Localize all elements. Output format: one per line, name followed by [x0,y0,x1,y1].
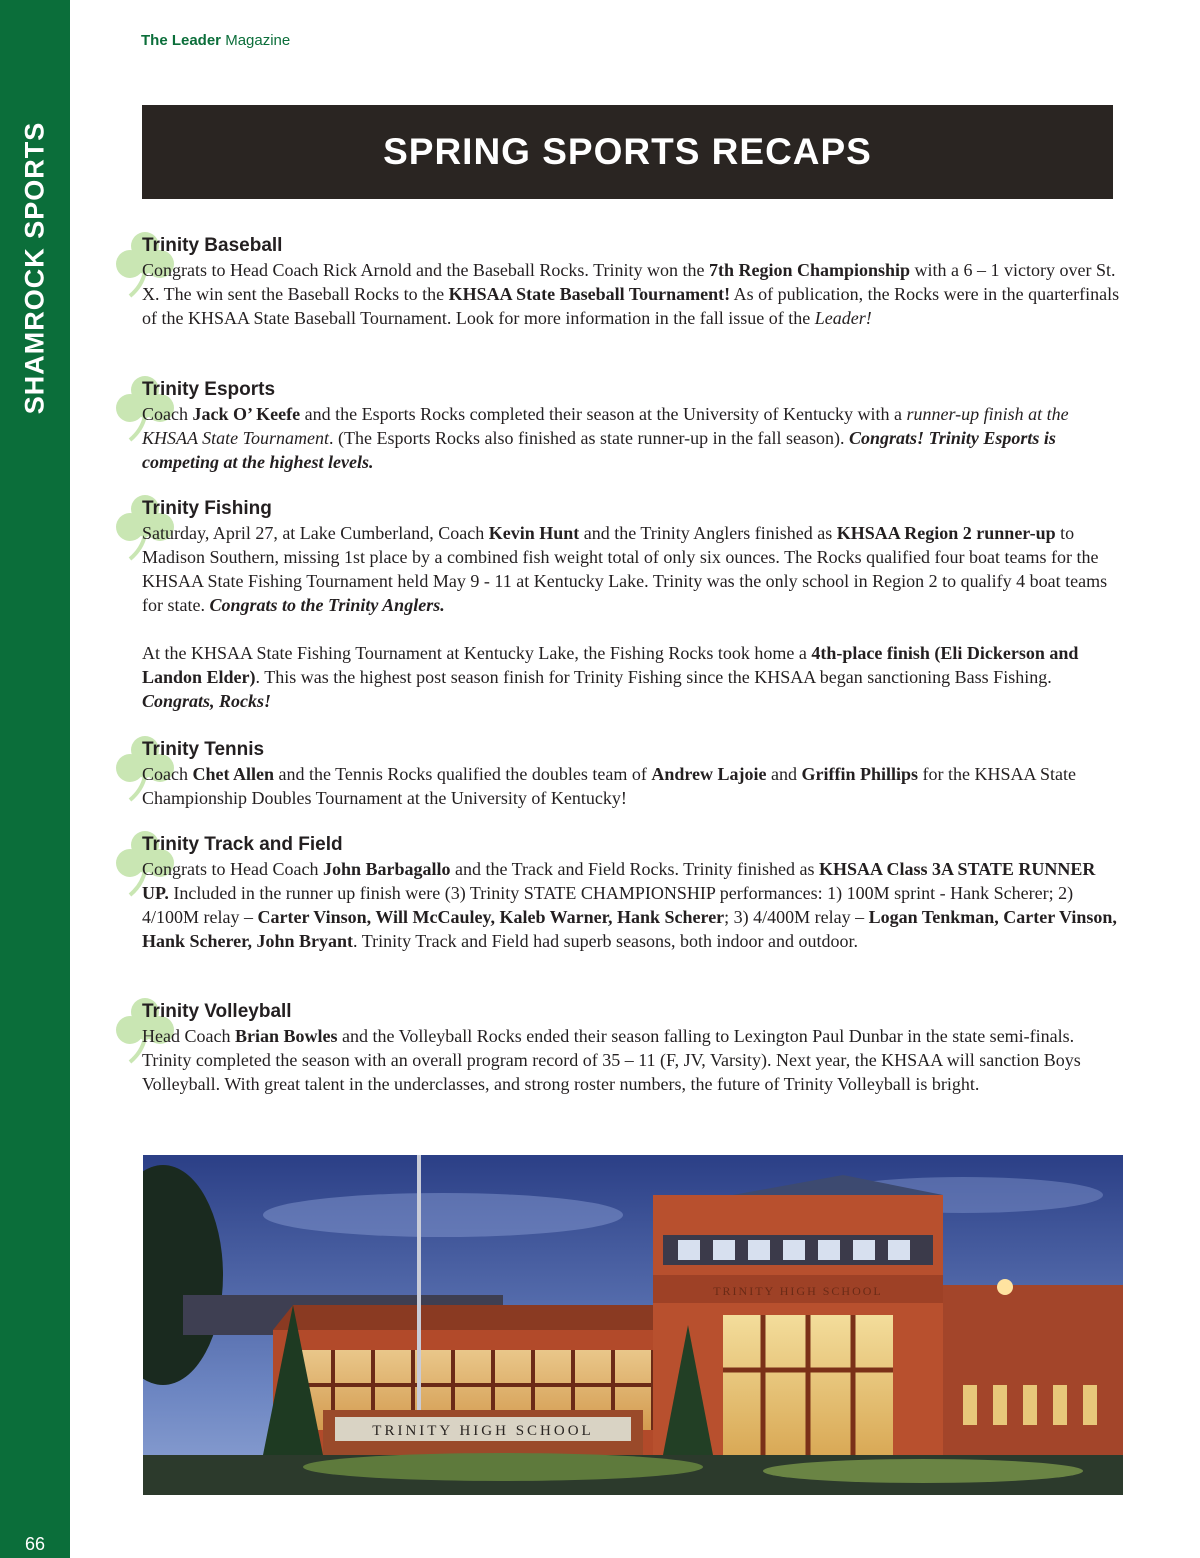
text-run: Kevin Hunt [488,523,580,543]
text-run: Jack O’ Keefe [192,404,301,424]
section-tennis [142,738,1120,810]
text-run: Griffin Phillips [801,764,919,784]
section-baseball [142,234,1120,330]
text-run: John Barbagallo [322,859,451,879]
title-bar [142,105,1113,199]
section-body [142,402,1120,474]
section-label: SHAMROCK SPORTS [19,121,50,415]
section-track-and-field [142,833,1120,953]
text-run: runner-up finish at the KHSAA State Tournament [142,404,1069,448]
sidebar-band [0,0,70,1558]
text-run: Carter Vinson, Will McCauley, Kaleb Warner, Hank Scherer [257,907,725,927]
section-body [142,521,1120,617]
text-run: and the Volleyball Rocks ended their season falling to Lexington Paul Dunbar in the state semi-finals. Trinity completed the season with an overall program record of 35 – 11 (F, JV, Varsity). Next year, the KHSAA will sanction Boys Volleyball. With great talent in the underclasses, and strong roster numbers, the future of Trinity Volleyball is bright. [142,1026,1081,1094]
text-run: and the Track and Field Rocks. Trinity finished as [450,859,819,879]
section-body-2 [142,641,1120,713]
text-run: Leader! [814,308,872,328]
text-run: Coach [142,404,193,424]
text-run: for the KHSAA State Championship Doubles Tournament at the University of Kentucky! [142,764,1077,808]
section-body [142,1024,1120,1096]
masthead [141,32,290,49]
text-run: Logan Tenkman, Carter Vinson, Hank Scherer, John Bryant [142,907,1117,951]
section-esports [142,378,1120,474]
text-run: Brian Bowles [234,1026,338,1046]
text-run: Congrats, Rocks! [142,691,272,711]
text-run: Andrew Lajoie [651,764,767,784]
text-run: Coach [142,764,193,784]
section-heading: Trinity Tennis [142,739,265,760]
page-number: 66 [24,1534,46,1554]
section-heading: Trinity Track and Field [142,834,343,855]
text-run: ; 3) 4/400M relay – [724,907,869,927]
text-run: and the Trinity Anglers finished as [579,523,837,543]
text-run: Congrats! Trinity Esports is competing at the highest levels. [142,428,1056,472]
text-run: . This was the highest post season finish for Trinity Fishing since the KHSAA began sanctioning Bass Fishing. [255,667,1052,687]
section-body [142,258,1120,330]
section-body [142,857,1120,953]
section-heading: Trinity Baseball [142,235,283,256]
text-run: with a 6 – 1 victory over St. X. The win sent the Baseball Rocks to the [142,260,1116,304]
text-run: Congrats to the Trinity Anglers. [209,595,445,615]
text-run: and [766,764,802,784]
building-text: TRINITY HIGH SCHOOL [713,1284,883,1298]
text-run: Saturday, April 27, at Lake Cumberland, Coach [142,523,489,543]
masthead-suffix: Magazine [225,32,291,49]
text-run: and the Esports Rocks completed their season at the University of Kentucky with a [300,404,907,424]
text-run: Congrats to Head Coach Rick Arnold and the Baseball Rocks. Trinity won the [142,260,709,280]
section-heading: Trinity Fishing [142,498,272,519]
sign-text: TRINITY HIGH SCHOOL [372,1423,594,1439]
masthead-brand: The Leader [141,32,222,49]
school-building-photo [143,1155,1123,1495]
text-run: KHSAA State Baseball Tournament! [448,284,731,304]
text-run: . (The Esports Rocks also finished as state runner-up in the fall season). [329,428,850,448]
text-run: 4th-place finish (Eli Dickerson and Landon Elder) [142,643,1079,687]
text-run: Head Coach [142,1026,235,1046]
text-run: At the KHSAA State Fishing Tournament at Kentucky Lake, the Fishing Rocks took home a [142,643,812,663]
section-heading: Trinity Volleyball [142,1001,292,1022]
text-run: Congrats to Head Coach [142,859,323,879]
school-building-illustration [143,1155,1123,1495]
text-run: 7th Region Championship [708,260,911,280]
section-volleyball [142,1000,1120,1096]
page-title: SPRING SPORTS RECAPS [383,131,872,172]
text-run: As of publication, the Rocks were in the quarterfinals of the KHSAA State Baseball Tournament. Look for more information in the fall issue of the [142,284,1120,328]
text-run: KHSAA Class 3A STATE RUNNER UP. [142,859,1096,903]
text-run: Included in the runner up finish were (3) Trinity STATE CHAMPIONSHIP performances: 1) 100M sprint - Hank Scherer; 2) 4/100M relay – [142,883,1074,927]
text-run: KHSAA Region 2 runner-up [836,523,1056,543]
text-run: . Trinity Track and Field had superb seasons, both indoor and outdoor. [353,931,859,951]
text-run: to Madison Southern, missing 1st place by a combined fish weight total of only six ounces. The Rocks qualified four boat teams for the KHSAA State Fishing Tournament held May 9 - 11 at Kentucky Lake. Trinity was the only school in Region 2 to qualify 4 boat teams for state. [142,523,1108,615]
section-body [142,762,1120,810]
text-run: Chet Allen [192,764,274,784]
section-fishing [142,497,1120,713]
section-heading: Trinity Esports [142,379,276,400]
text-run: and the Tennis Rocks qualified the doubles team of [274,764,652,784]
